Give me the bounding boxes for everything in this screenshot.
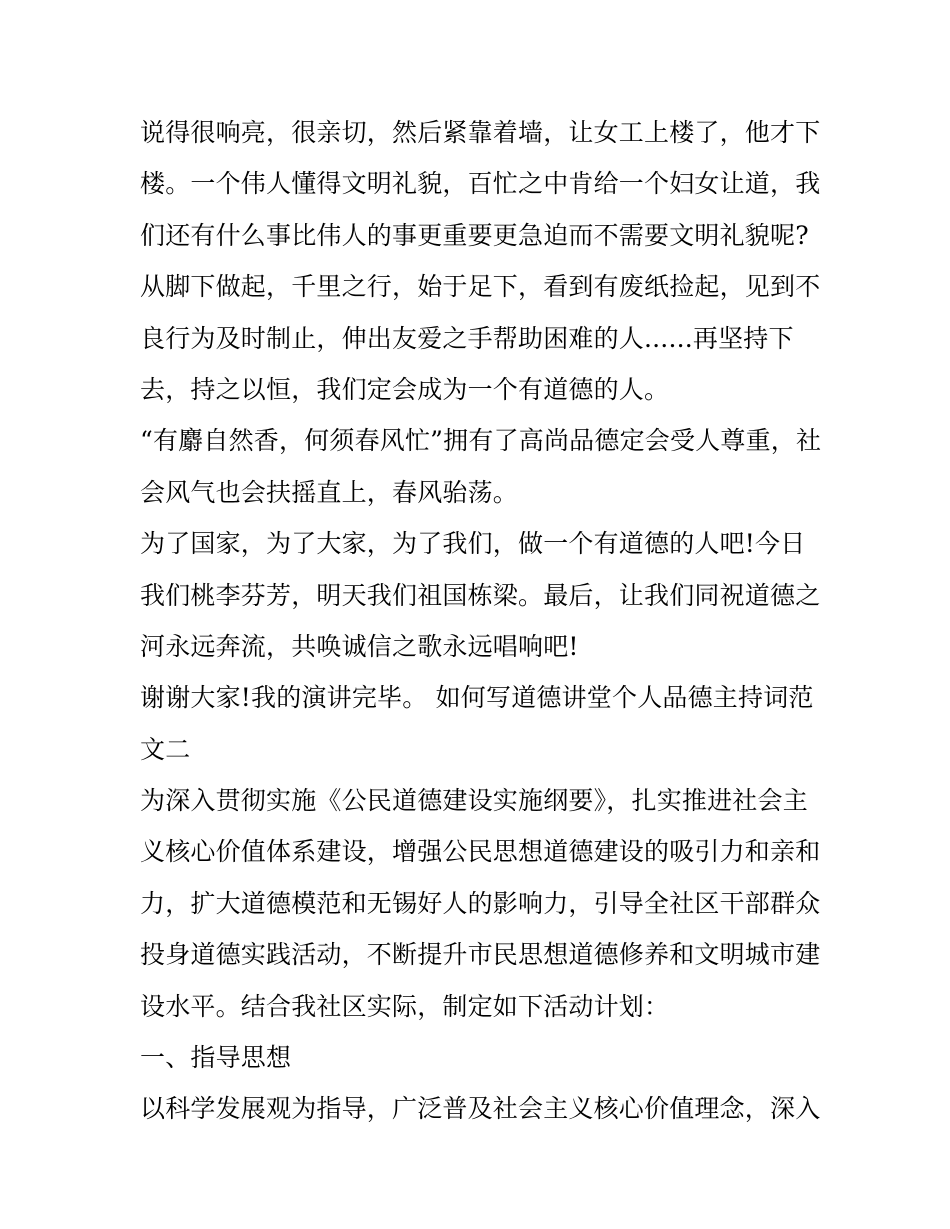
text-line: 从脚下做起，千里之行，始于足下，看到有废纸捡起，见到不 [140, 272, 821, 302]
text-line: 会风气也会扶摇直上，春风骀荡。 [140, 477, 519, 507]
text-line: 楼。一个伟人懂得文明礼貌，百忙之中肯给一个妇女让道，我 [140, 169, 821, 199]
section-heading: 一、指导思想 [140, 1043, 292, 1073]
text-line: 设水平。结合我社区实际，制定如下活动计划： [140, 991, 670, 1021]
body-text [140, 107, 820, 1135]
text-line: 去，持之以恒，我们定会成为一个有道德的人。 [140, 374, 670, 404]
text-line: 良行为及时制止，伸出友爱之手帮助困难的人......再坚持下 [140, 323, 794, 353]
text-line: 为深入贯彻实施《公民道德建设实施纲要》，扎实推进社会主 [140, 786, 808, 816]
text-line: 谢谢大家!我的演讲完毕。 如何写道德讲堂个人品德主持词范 [140, 683, 814, 713]
text-line: 我们桃李芬芳，明天我们祖国栋梁。最后，让我们同祝道德之 [140, 580, 821, 610]
text-line: 投身道德实践活动，不断提升市民思想道德修养和文明城市建 [140, 940, 821, 970]
section-title-line: 文二 [140, 734, 191, 764]
text-line: 为了国家，为了大家，为了我们，做一个有道德的人吧!今日 [140, 529, 806, 559]
text-line: “有麝自然香，何须春风忙”拥有了高尚品德定会受人尊重，社 [140, 426, 822, 456]
text-line: 以科学发展观为指导，广泛普及社会主义核心价值理念，深入 [140, 1094, 821, 1124]
text-line: 们还有什么事比伟人的事更重要更急迫而不需要文明礼貌呢? [140, 220, 809, 250]
text-line: 义核心价值体系建设，增强公民思想道德建设的吸引力和亲和 [140, 837, 821, 867]
text-line: 力，扩大道德模范和无锡好人的影响力，引导全社区干部群众 [140, 888, 821, 918]
text-line: 说得很响亮，很亲切，然后紧靠着墙，让女工上楼了，他才下 [140, 118, 821, 147]
text-line: 河永远奔流，共唤诚信之歌永远唱响吧! [140, 631, 579, 661]
